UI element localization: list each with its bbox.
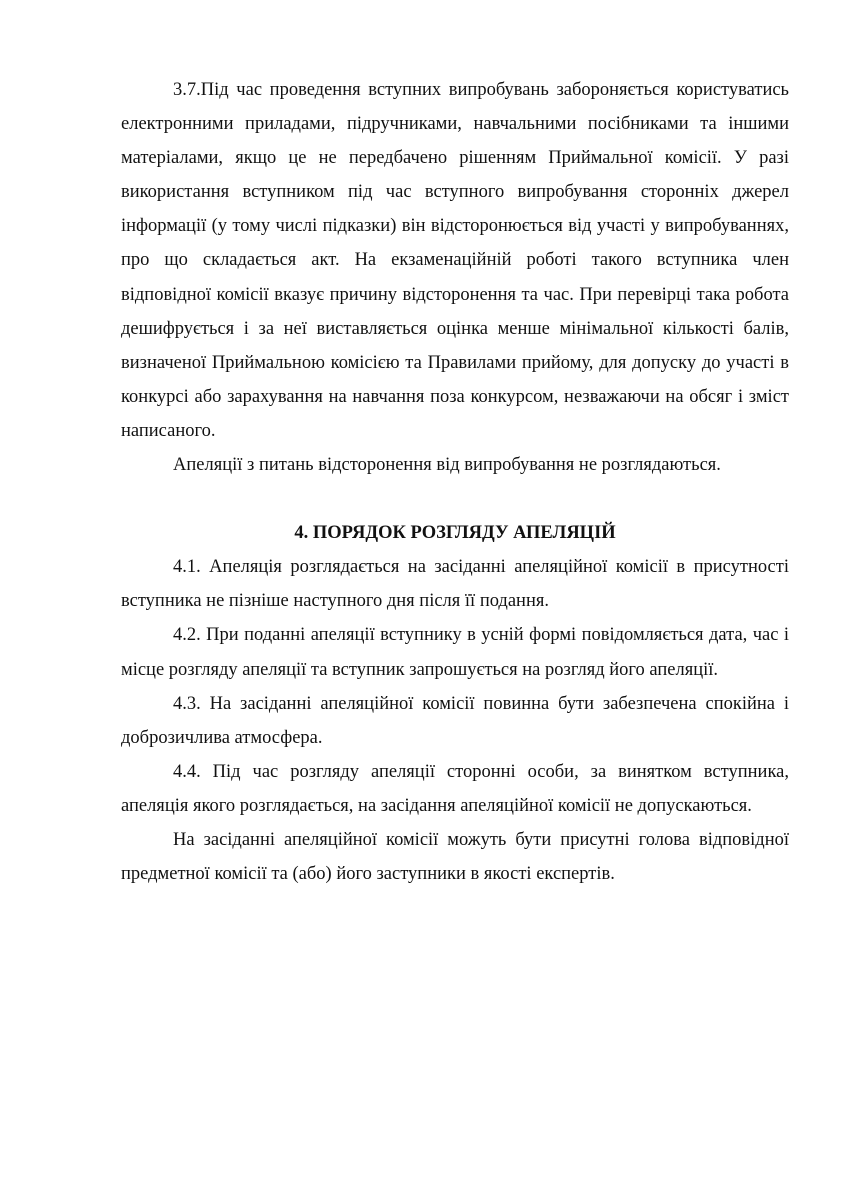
paragraph-4-1: 4.1. Апеляція розглядається на засіданні апеляційної комісії в присутності вступника не пізніше наступного дня після її подання. <box>121 557 789 612</box>
paragraph-3-7: 3.7.Під час проведення вступних випробувань забороняється користуватись електронними приладами, підручниками, навчальними посібниками та іншими матеріалами, якщо це не передбачено рішенням Приймальної комісії. У разі використання вступником під час вступного випробування сторонніх джерел інформації (у тому числі підказки) він відсторонюється від участі у випробуваннях, про що складається акт. На екзаменаційній роботі такого вступника член відповідної комісії вказує причину відсторонення та час. При перевірці така робота дешифрується і за неї виставляється оцінка менше мінімальної кількості балів, визначеної Приймальною комісією та Правилами прийому, для допуску до участі в конкурсі або зарахування на навчання поза конкурсом, незважаючи на обсяг і зміст написаного. <box>121 80 789 441</box>
paragraph-experts: На засіданні апеляційної комісії можуть бути присутні голова відповідної предметної комісії та (або) його заступники в якості експертів. <box>121 829 789 885</box>
document-body <box>121 73 789 891</box>
section-gap <box>121 482 789 516</box>
section-4-heading: 4. ПОРЯДОК РОЗГЛЯДУ АПЕЛЯЦІЙ <box>294 523 616 544</box>
paragraph-4-4: 4.4. Під час розгляду апеляції сторонні особи, за винятком вступника, апеляція якого розглядається, на засідання апеляційної комісії не допускаються. <box>121 761 789 816</box>
paragraph-4-2: 4.2. При поданні апеляції вступнику в усній формі повідомляється дата, час і місце розгляду апеляції та вступник запрошується на розгляд його апеляції. <box>121 625 789 680</box>
paragraph-appeals-note: Апеляції з питань відсторонення від випробування не розглядаються. <box>173 455 721 476</box>
paragraph-4-3: 4.3. На засіданні апеляційної комісії повинна бути забезпечена спокійна і доброзичлива атмосфера. <box>121 693 789 748</box>
